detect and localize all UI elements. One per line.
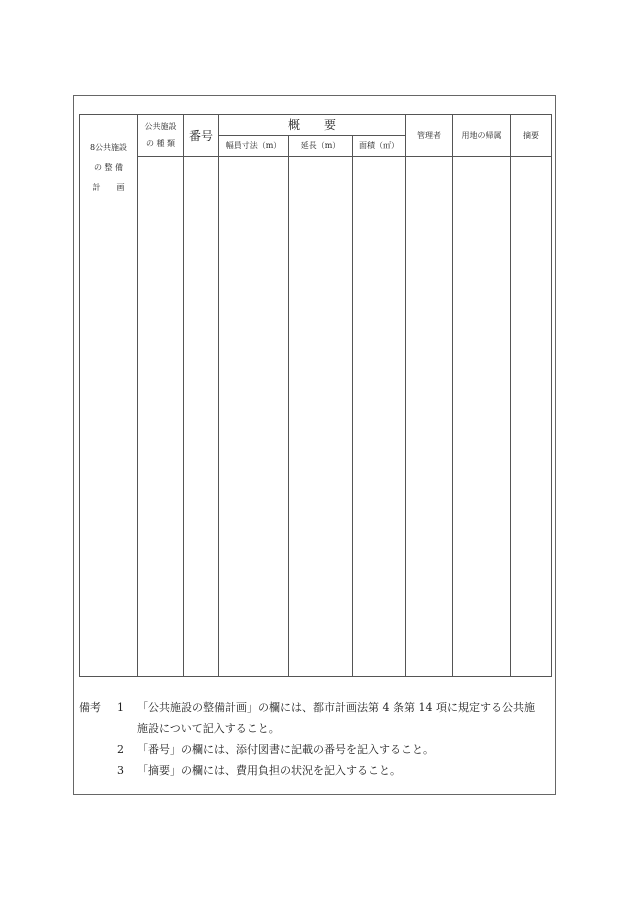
note-number: 2 — [117, 743, 124, 756]
section-label-line: 計 画 — [92, 183, 125, 192]
header-width: 幅員寸法（m） — [219, 136, 289, 157]
note-text: 施設について記入すること。 — [137, 722, 280, 735]
note-text: 「番号」の欄には、添付図書に記載の番号を記入すること。 — [137, 743, 434, 756]
header-text: の 種 類 — [145, 139, 176, 148]
note-number: 1 — [117, 701, 124, 714]
header-land-ownership: 用地の帰属 — [453, 115, 511, 157]
section-label-cell — [80, 115, 138, 677]
cell-width[interactable] — [219, 157, 289, 677]
header-number: 番号 — [184, 115, 219, 157]
header-length: 延長（m） — [289, 136, 353, 157]
note-text: 「公共施設の整備計画」の欄には、都市計画法第 4 条第 14 項に規定する公共施 — [137, 701, 535, 714]
cell-summary[interactable] — [511, 157, 552, 677]
public-facilities-plan-table — [79, 114, 552, 677]
section-label-line: 8公共施設 — [89, 143, 128, 152]
header-manager: 管理者 — [406, 115, 453, 157]
cell-manager[interactable] — [406, 157, 453, 677]
cell-area[interactable] — [353, 157, 406, 677]
section-label-line: の 整 備 — [93, 163, 124, 172]
remarks-heading: 備考 — [79, 701, 101, 714]
header-text: 公共施設 — [144, 122, 177, 131]
cell-number[interactable] — [184, 157, 219, 677]
remarks — [79, 697, 535, 781]
header-facility-type — [138, 115, 184, 157]
cell-length[interactable] — [289, 157, 353, 677]
cell-facility-type[interactable] — [138, 157, 184, 677]
header-summary: 摘要 — [511, 115, 552, 157]
header-overview: 概 要 — [219, 115, 406, 136]
header-area: 面積（㎡） — [353, 136, 406, 157]
note-text: 「摘要」の欄には、費用負担の状況を記入すること。 — [137, 764, 401, 777]
cell-land-ownership[interactable] — [453, 157, 511, 677]
note-number: 3 — [117, 764, 124, 777]
